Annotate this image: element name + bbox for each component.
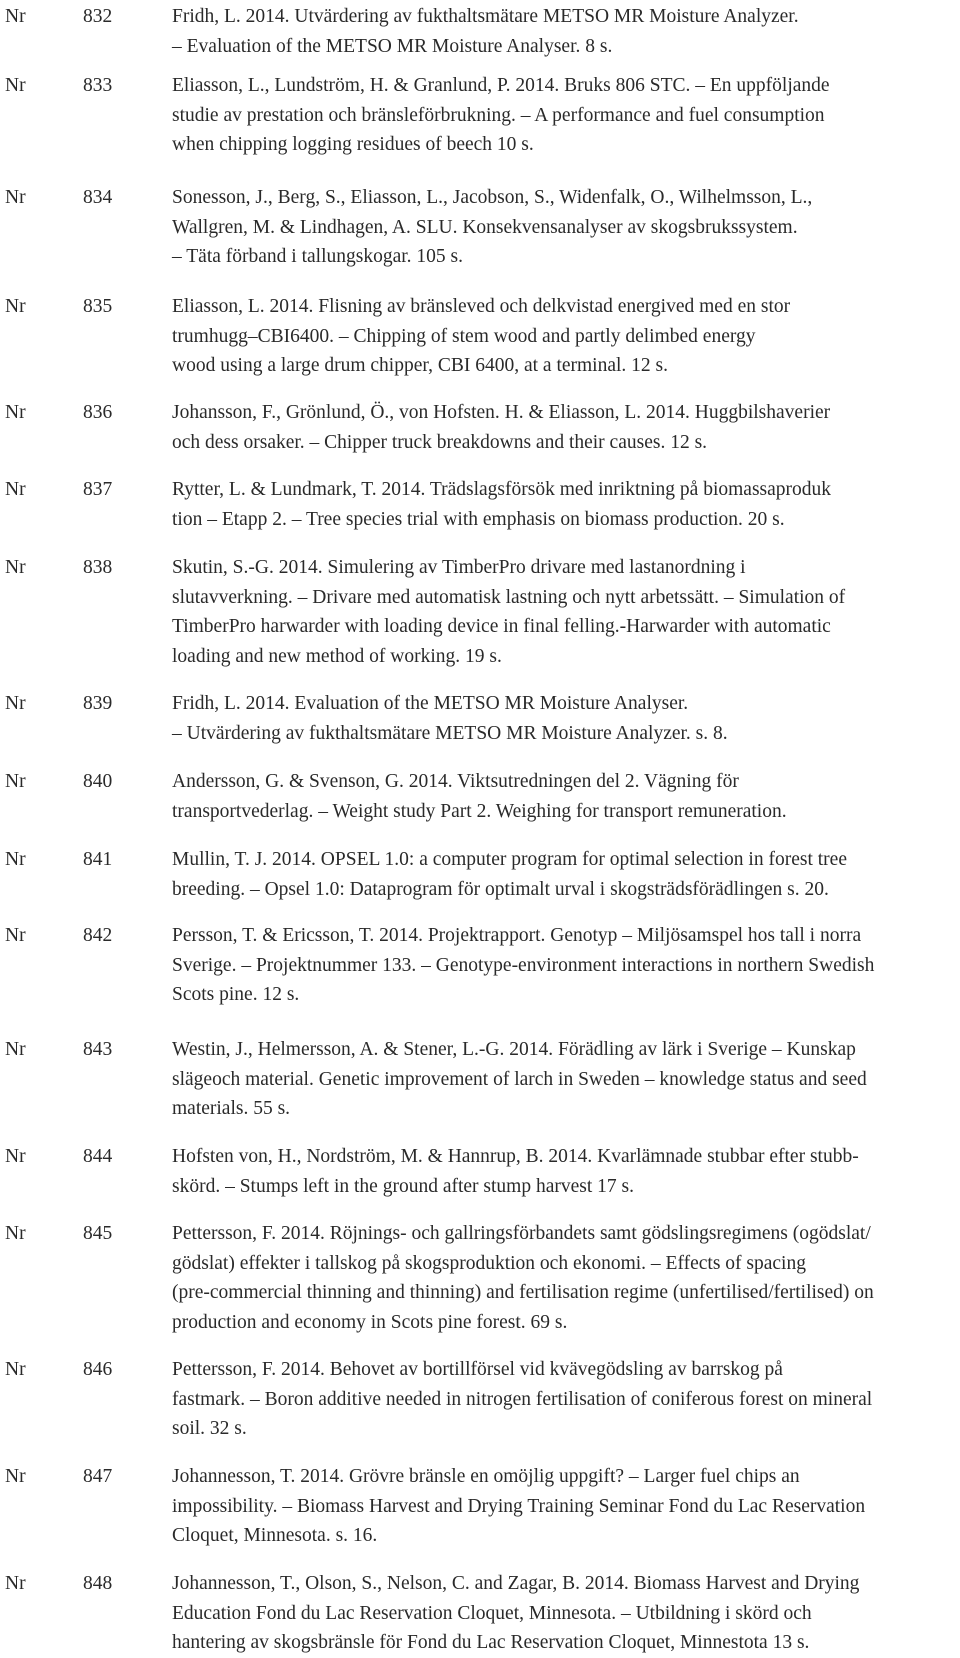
entry-number: 843	[83, 1039, 113, 1060]
entry-citation	[172, 1142, 960, 1201]
entry-number: 833	[83, 75, 113, 96]
entry-citation	[172, 1219, 960, 1337]
entry-citation	[172, 1569, 960, 1658]
citation-line: Johannesson, T., Olson, S., Nelson, C. and Zagar, B. 2014. Biomass Harvest and Drying	[172, 1573, 860, 1594]
citation-line: Sonesson, J., Berg, S., Eliasson, L., Jacobson, S., Widenfalk, O., Wilhelmsson, L.,	[172, 187, 813, 208]
entry-prefix: Nr	[5, 693, 26, 714]
entry-citation	[172, 845, 960, 904]
entry-number: 841	[83, 849, 113, 870]
entry-prefix: Nr	[5, 1359, 26, 1380]
citation-line: Fridh, L. 2014. Utvärdering av fukthaltsmätare METSO MR Moisture Analyzer.	[172, 6, 799, 27]
entry-number: 839	[83, 693, 113, 714]
entry-citation	[172, 689, 960, 748]
citation-line: hantering av skogsbränsle för Fond du Lac Reservation Cloquet, Minnestota 13 s.	[172, 1632, 810, 1653]
entry-citation	[172, 398, 960, 457]
citation-line: Wallgren, M. & Lindhagen, A. SLU. Konsekvensanalyser av skogsbrukssystem.	[172, 216, 798, 238]
entry-citation	[172, 292, 960, 381]
entry-prefix: Nr	[5, 479, 26, 500]
citation-line: loading and new method of working. 19 s.	[172, 645, 502, 667]
entry-number: 834	[83, 187, 113, 208]
citation-line: wood using a large drum chipper, CBI 6400, at a terminal. 12 s.	[172, 355, 669, 376]
citation-line: skörd. – Stumps left in the ground after stump harvest 17 s.	[172, 1175, 634, 1197]
citation-line: – Täta förband i tallungskogar. 105 s.	[172, 246, 464, 267]
entry-prefix: Nr	[5, 925, 26, 946]
citation-line: Sverige. – Projektnummer 133. – Genotype-environment interactions in northern Swedish	[172, 954, 875, 976]
citation-line: soil. 32 s.	[172, 1418, 247, 1439]
citation-line: trumhugg–CBI6400. – Chipping of stem wood and partly delimbed energy	[172, 325, 756, 347]
entry-number: 837	[83, 479, 113, 500]
entry-citation	[172, 475, 960, 534]
entry-citation	[172, 553, 960, 671]
citation-line: studie av prestation och bränsleförbrukning. – A performance and fuel consumption	[172, 104, 825, 126]
entry-number: 848	[83, 1573, 113, 1594]
entry-prefix: Nr	[5, 75, 26, 96]
entry-citation	[172, 71, 960, 160]
citation-line: Skutin, S.-G. 2014. Simulering av TimberPro drivare med lastanordning i	[172, 557, 746, 578]
citation-line: tion – Etapp 2. – Tree species trial with emphasis on biomass production. 20 s.	[172, 508, 785, 530]
entry-number: 840	[83, 771, 113, 792]
citation-line: impossibility. – Biomass Harvest and Drying Training Seminar Fond du Lac Reservation	[172, 1495, 866, 1517]
citation-line: (pre-commercial thinning and thinning) and fertilisation regime (unfertilised/fertilised) on	[172, 1282, 874, 1303]
citation-line: Johansson, F., Grönlund, Ö., von Hofsten. H. & Eliasson, L. 2014. Huggbilshaverier	[172, 402, 831, 423]
entry-number: 842	[83, 925, 113, 946]
citation-line: och dess orsaker. – Chipper truck breakdowns and their causes. 12 s.	[172, 431, 708, 453]
entry-prefix: Nr	[5, 849, 26, 870]
entry-citation	[172, 767, 960, 826]
citation-line: slägeoch material. Genetic improvement of larch in Sweden – knowledge status and seed	[172, 1068, 867, 1090]
citation-line: fastmark. – Boron additive needed in nitrogen fertilisation of coniferous forest on mineral	[172, 1388, 873, 1410]
citation-line: Rytter, L. & Lundmark, T. 2014. Trädslagsförsök med inriktning på biomassaproduk	[172, 479, 832, 500]
citation-line: breeding. – Opsel 1.0: Dataprogram för optimalt urval i skogsträdsförädlingen s. 20.	[172, 878, 829, 900]
entry-citation	[172, 921, 960, 1010]
entry-number: 846	[83, 1359, 113, 1380]
entry-number: 845	[83, 1223, 113, 1244]
entry-number: 838	[83, 557, 113, 578]
entry-citation	[172, 2, 960, 61]
citation-line: Andersson, G. & Svenson, G. 2014. Viktsutredningen del 2. Vägning för	[172, 771, 739, 792]
citation-line: Persson, T. & Ericsson, T. 2014. Projektrapport. Genotyp – Miljösamspel hos tall i norra	[172, 925, 862, 946]
citation-line: – Evaluation of the METSO MR Moisture Analyser. 8 s.	[172, 35, 613, 57]
citation-line: Eliasson, L. 2014. Flisning av bränsleved och delkvistad energived med en stor	[172, 296, 791, 317]
citation-line: transportvederlag. – Weight study Part 2. Weighing for transport remuneration.	[172, 800, 787, 822]
citation-line: slutavverkning. – Drivare med automatisk lastning och nytt arbetssätt. – Simulation of	[172, 586, 846, 608]
citation-line: Cloquet, Minnesota. s. 16.	[172, 1525, 378, 1546]
entry-number: 835	[83, 296, 113, 317]
citation-line: Westin, J., Helmersson, A. & Stener, L.-G. 2014. Förädling av lärk i Sverige – Kunskap	[172, 1039, 856, 1060]
citation-line: Pettersson, F. 2014. Röjnings- och gallringsförbandets samt gödslingsregimens (ogödslat/	[172, 1223, 871, 1244]
citation-line: Pettersson, F. 2014. Behovet av bortillförsel vid kvävegödsling av barrskog på	[172, 1359, 783, 1380]
citation-line: Education Fond du Lac Reservation Cloquet, Minnesota. – Utbildning i skörd och	[172, 1602, 812, 1624]
entry-number: 844	[83, 1146, 113, 1167]
entry-prefix: Nr	[5, 296, 26, 317]
entry-citation	[172, 1355, 960, 1444]
citation-line: TimberPro harwarder with loading device in final felling.-Harwarder with automatic	[172, 616, 831, 637]
entry-prefix: Nr	[5, 771, 26, 792]
entry-prefix: Nr	[5, 187, 26, 208]
citation-line: Scots pine. 12 s.	[172, 984, 300, 1005]
citation-line: materials. 55 s.	[172, 1098, 291, 1119]
citation-line: – Utvärdering av fukthaltsmätare METSO MR Moisture Analyzer. s. 8.	[172, 722, 728, 744]
entry-prefix: Nr	[5, 1573, 26, 1594]
entry-prefix: Nr	[5, 1146, 26, 1167]
entry-citation	[172, 183, 960, 272]
entry-prefix: Nr	[5, 402, 26, 423]
citation-line: gödslat) effekter i tallskog på skogsproduktion och ekonomi. – Effects of spacing	[172, 1252, 806, 1274]
entry-prefix: Nr	[5, 1223, 26, 1244]
entry-number: 836	[83, 402, 113, 423]
citation-line: Johannesson, T. 2014. Grövre bränsle en omöjlig uppgift? – Larger fuel chips an	[172, 1466, 800, 1487]
citation-line: Hofsten von, H., Nordström, M. & Hannrup, B. 2014. Kvarlämnade stubbar efter stubb-	[172, 1146, 859, 1167]
entry-prefix: Nr	[5, 1466, 26, 1487]
citation-line: production and economy in Scots pine forest. 69 s.	[172, 1311, 568, 1333]
entry-prefix: Nr	[5, 557, 26, 578]
citation-line: Eliasson, L., Lundström, H. & Granlund, P. 2014. Bruks 806 STC. – En uppföljande	[172, 75, 830, 96]
entry-prefix: Nr	[5, 6, 26, 27]
entry-number: 847	[83, 1466, 113, 1487]
citation-line: Mullin, T. J. 2014. OPSEL 1.0: a computer program for optimal selection in forest tree	[172, 849, 847, 870]
entry-number: 832	[83, 6, 113, 27]
entry-citation	[172, 1462, 960, 1551]
entry-prefix: Nr	[5, 1039, 26, 1060]
citation-line: when chipping logging residues of beech 10 s.	[172, 134, 534, 155]
entry-citation	[172, 1035, 960, 1124]
citation-line: Fridh, L. 2014. Evaluation of the METSO MR Moisture Analyser.	[172, 693, 689, 714]
